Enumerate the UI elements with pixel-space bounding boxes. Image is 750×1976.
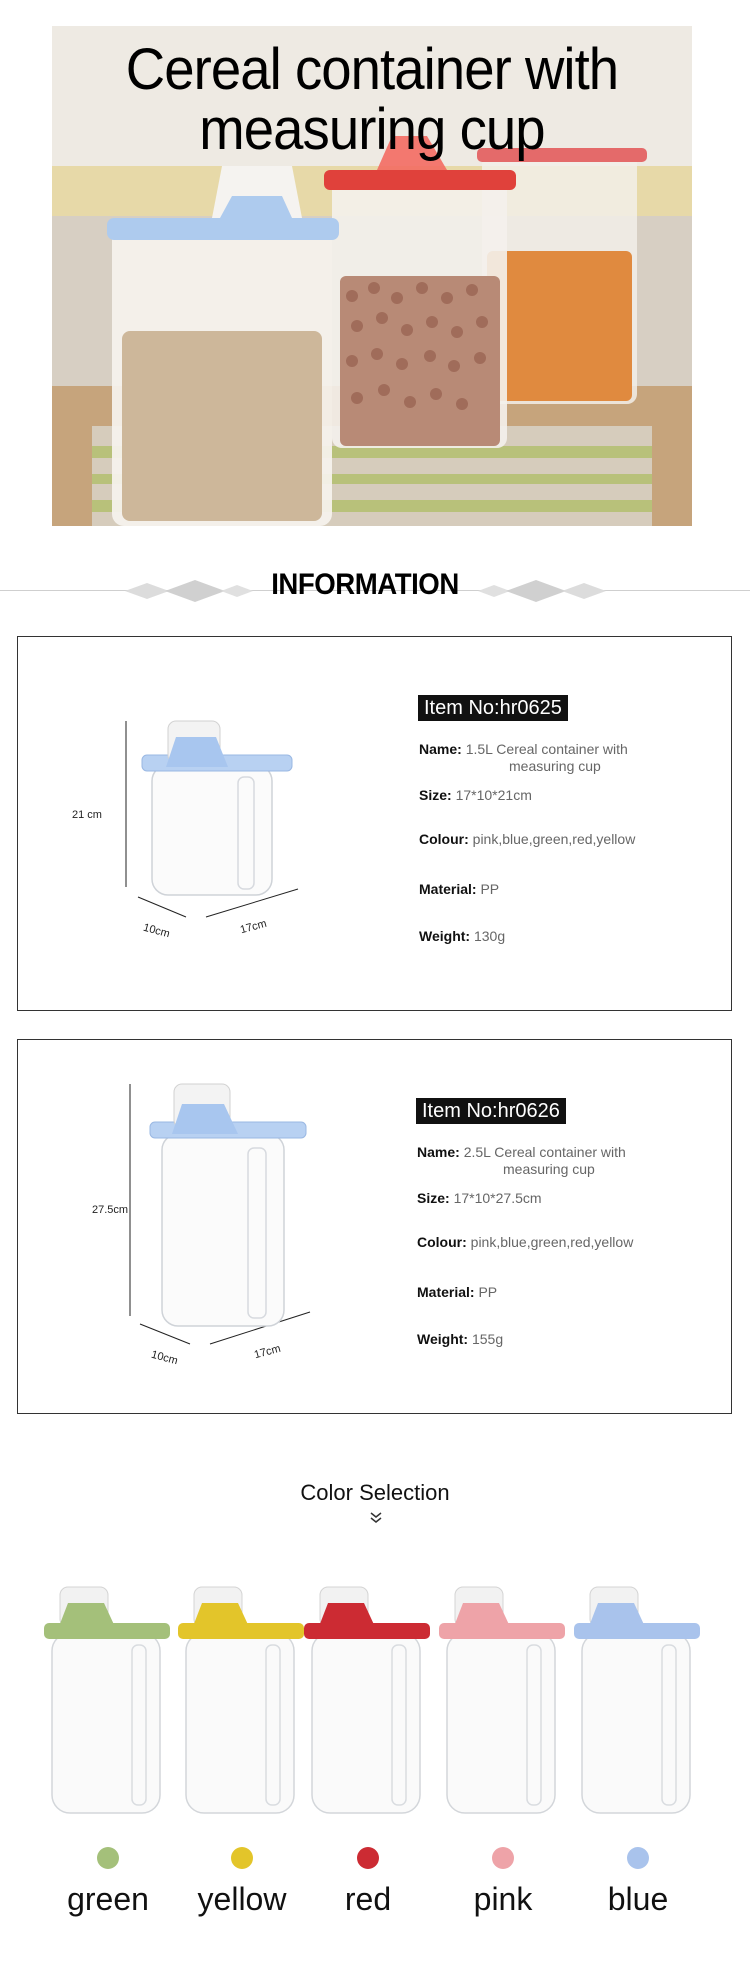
spec-name-value-line1: 2.5L Cereal container with <box>463 1144 626 1160</box>
container-image-yellow <box>172 1585 312 1825</box>
diamond-ornament-left-icon <box>125 576 255 606</box>
spec-weight-value: 130g <box>473 928 506 944</box>
spec-name <box>419 741 679 775</box>
item-number-badge: Item No:hr0626 <box>416 1098 566 1124</box>
color-dot-blue <box>627 1847 649 1869</box>
dim-height-label: 21 cm <box>72 809 102 821</box>
spec-material <box>417 1284 497 1301</box>
color-label-yellow: yellow <box>197 1881 287 1917</box>
color-label-blue: blue <box>607 1881 669 1917</box>
color-label-red: red <box>344 1881 392 1917</box>
product-card-hr0626 <box>17 1039 732 1414</box>
spec-colour-label: Colour: <box>417 1234 467 1250</box>
spec-colour <box>419 831 635 848</box>
spec-size-value: 17*10*21cm <box>455 787 532 803</box>
spec-name-value-line2: measuring cup <box>509 758 601 774</box>
spec-size-label: Size: <box>417 1190 450 1206</box>
dim-height-label: 27.5cm <box>92 1204 129 1216</box>
spec-material <box>419 881 499 898</box>
color-option-red[interactable] <box>298 1585 438 1935</box>
color-label-pink: pink <box>473 1881 533 1917</box>
color-label-green: green <box>67 1881 149 1917</box>
color-selection-title: Color Selection <box>300 1480 450 1505</box>
color-option-yellow[interactable] <box>172 1585 312 1935</box>
spec-colour-label: Colour: <box>419 831 469 847</box>
dim-width-label: 17cm <box>252 1342 283 1362</box>
dim-width-label: 17cm <box>238 917 269 937</box>
spec-name-label: Name: <box>417 1144 460 1160</box>
color-dot-pink <box>492 1847 514 1869</box>
container-diagram-large <box>78 1072 338 1372</box>
hero-banner <box>52 26 692 526</box>
color-dot-yellow <box>231 1847 253 1869</box>
spec-weight-label: Weight: <box>419 928 471 944</box>
color-option-pink[interactable] <box>433 1585 573 1935</box>
spec-weight-label: Weight: <box>417 1331 469 1347</box>
spec-size <box>417 1190 542 1207</box>
color-dot-green <box>97 1847 119 1869</box>
double-chevron-down-icon <box>368 1511 384 1525</box>
spec-material-label: Material: <box>417 1284 475 1300</box>
spec-size <box>419 787 532 804</box>
hero-title-line2: measuring cup <box>199 97 545 162</box>
item-number-badge: Item No:hr0625 <box>418 695 568 721</box>
product-card-hr0625 <box>17 636 732 1011</box>
spec-colour <box>417 1234 633 1251</box>
container-image-red <box>298 1585 438 1825</box>
information-heading: INFORMATION <box>271 568 459 601</box>
spec-size-value: 17*10*27.5cm <box>453 1190 542 1206</box>
spec-weight <box>419 928 505 945</box>
spec-colour-value: pink,blue,green,red,yellow <box>470 1234 634 1250</box>
spec-name <box>417 1144 677 1178</box>
spec-material-label: Material: <box>419 881 477 897</box>
hero-title-line1: Cereal container with <box>125 37 619 102</box>
spec-name-value-line1: 1.5L Cereal container with <box>465 741 628 757</box>
spec-weight <box>417 1331 503 1348</box>
spec-weight-value: 155g <box>471 1331 504 1347</box>
spec-size-label: Size: <box>419 787 452 803</box>
dim-depth-label: 10cm <box>141 921 172 941</box>
color-option-blue[interactable] <box>568 1585 708 1935</box>
container-image-green <box>38 1585 178 1825</box>
diamond-ornament-right-icon <box>478 576 608 606</box>
spec-name-label: Name: <box>419 741 462 757</box>
container-image-blue <box>568 1585 708 1825</box>
color-option-green[interactable] <box>38 1585 178 1935</box>
container-image-pink <box>433 1585 573 1825</box>
spec-material-value: PP <box>480 881 500 897</box>
spec-name-value-line2: measuring cup <box>503 1161 595 1177</box>
dim-depth-label: 10cm <box>149 1348 180 1368</box>
container-diagram-small <box>78 707 338 947</box>
spec-material-value: PP <box>478 1284 498 1300</box>
spec-colour-value: pink,blue,green,red,yellow <box>472 831 636 847</box>
color-dot-red <box>357 1847 379 1869</box>
